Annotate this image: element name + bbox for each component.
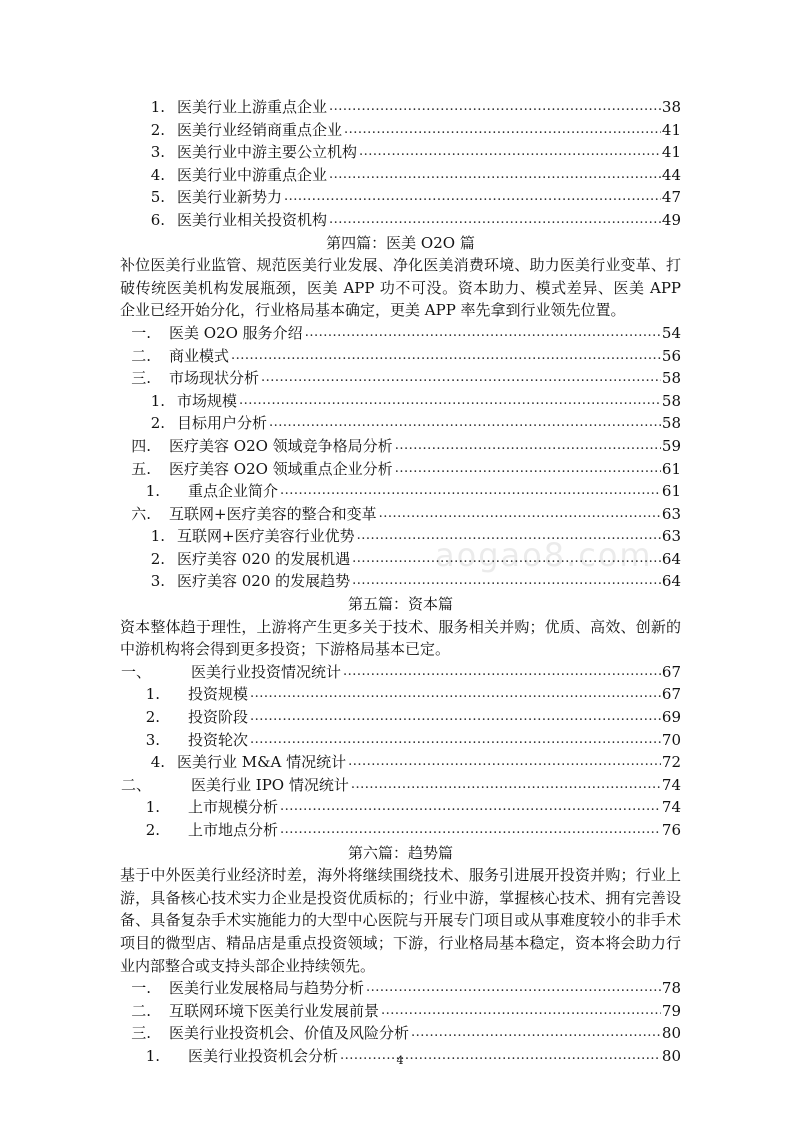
toc-entry-page: 80 [661,1024,681,1043]
toc-entry-page: 49 [661,210,681,229]
toc-entry[interactable] [120,503,681,526]
toc-entry-title: 市场现状分析 [169,369,260,388]
toc-entry-title: 医美行业投资机会分析 [188,1046,339,1065]
toc-entry-title: 医疗美容 020 的发展机遇 [177,549,351,568]
toc-entry-title: 市场规模 [177,391,238,410]
toc-leader-dots [343,661,661,684]
toc-entry[interactable] [120,683,681,706]
toc-entry[interactable] [120,977,681,1000]
toc-entry-number: 五. [131,459,151,478]
toc-leader-dots [269,412,661,435]
toc-entry[interactable] [120,96,681,119]
toc-entry-number: 二、 [120,775,151,794]
toc-entry-page: 78 [661,979,681,998]
toc-entry-page: 61 [661,482,681,501]
toc-entry-title: 医美行业投资机会、价值及风险分析 [169,1024,410,1043]
toc-leader-dots [351,774,661,797]
toc-leader-dots [329,164,661,187]
toc-entry-number: 1. [150,527,165,546]
toc-entry-number: 3. [145,730,160,749]
watermark: aogao8.com [435,536,653,574]
toc-entry-number: 4. [150,753,165,772]
toc-entry-number: 2. [145,708,160,727]
toc-entry[interactable] [120,661,681,684]
toc-leader-dots [280,480,661,503]
toc-entry-page: 56 [661,346,681,365]
toc-entry[interactable] [120,525,681,548]
toc-entry-page: 58 [661,369,681,388]
toc-entry-number: 六. [131,504,151,523]
toc-entry[interactable] [120,796,681,819]
toc-entry-page: 47 [661,188,681,207]
toc-entry-page: 64 [661,549,681,568]
toc-entry-number: 3. [150,572,165,591]
toc-entry[interactable] [120,322,681,345]
toc-leader-dots [239,390,661,413]
toc-entry-title: 医美行业新势力 [177,188,283,207]
toc-entry-number: 5. [150,188,165,207]
toc-entry-number: 二. [131,1001,151,1020]
toc-entry-title: 互联网+医疗美容行业优势 [177,527,355,546]
toc-leader-dots [411,1022,661,1045]
toc-entry[interactable] [120,706,681,729]
toc-entry-number: 3. [150,143,165,162]
toc-entry-number: 2. [150,549,165,568]
toc-entry-page: 63 [661,504,681,523]
toc-leader-dots [250,706,661,729]
toc-entry-title: 上市地点分析 [188,821,279,839]
toc-leader-dots [366,977,661,1000]
toc-entry-page: 41 [661,143,681,162]
toc-entry[interactable] [120,164,681,187]
section-heading: 第四篇：医美 O2O 篇 [326,233,475,252]
toc-entry-number: 2. [150,120,165,139]
toc-leader-dots [357,525,661,548]
toc-leader-dots [352,548,661,571]
toc-leader-dots [344,119,661,142]
toc-entry-title: 医美行业投资情况统计 [191,662,342,681]
toc-entry[interactable] [120,480,681,503]
toc-leader-dots [231,345,661,368]
toc-entry-page: 76 [661,821,681,839]
toc-leader-dots [395,458,661,481]
toc-entry-title: 医美行业 M&A 情况统计 [177,753,347,772]
toc-entry[interactable] [120,548,681,571]
toc-entry-title: 商业模式 [169,346,230,365]
toc-entry[interactable] [120,209,681,232]
toc-entry-page: 58 [661,414,681,433]
toc-entry-number: 一. [131,979,151,998]
toc-leader-dots [250,729,661,752]
toc-entry-page: 67 [661,685,681,704]
toc-entry-title: 医美行业 IPO 情况统计 [191,775,349,794]
toc-entry-number: 一. [131,323,151,342]
toc-entry-page: 64 [661,572,681,591]
toc-entry-number: 2. [145,821,160,839]
toc-entry-title: 医疗美容 O2O 领域重点企业分析 [169,459,393,478]
toc-entry-title: 医美 O2O 服务介绍 [169,323,303,342]
toc-entry[interactable] [120,435,681,458]
toc-entry-page: 54 [661,323,681,342]
toc-leader-dots [395,435,661,458]
toc-leader-dots [280,796,661,819]
toc-entry[interactable] [120,186,681,209]
toc-entry[interactable] [120,1022,681,1045]
section-heading: 第六篇：趋势篇 [347,843,453,862]
toc-leader-dots [329,209,661,232]
toc-entry-page: 61 [661,459,681,478]
toc-entry-page: 41 [661,120,681,139]
toc-entry-number: 1. [150,98,165,116]
toc-entry-page: 79 [661,1001,681,1020]
toc-entry-page: 70 [661,730,681,749]
toc-entry-page: 38 [661,98,681,116]
toc-entry[interactable] [120,729,681,752]
toc-entry[interactable] [120,141,681,164]
toc-entry-title: 投资阶段 [188,708,249,727]
toc-entry-title: 医美行业中游主要公立机构 [177,143,358,162]
toc-leader-dots [280,819,661,842]
toc-entry-page: 74 [661,775,681,794]
section-summary: 基于中外医美行业经济时差，海外将继续围绕技术、服务引进展开投资并购；行业上游，具备核心技术实力企业是投资优质标的；行业中游，掌握核心技术、拥有完善设备、具备复杂手术实施能力的大型中心医院与开展专门项目或从事难度较小的非手术项目的微型店、精品店是重点投资领域；下游，行业格局基本稳定，资本将会助力行业内部整合或支持头部企业持续领先。 [120,866,681,975]
toc-entry-title: 重点企业简介 [188,482,279,501]
toc-leader-dots [329,96,661,119]
toc-entry-number: 三. [131,369,151,388]
toc-entry-title: 互联网+医疗美容的整合和变革 [169,504,377,523]
toc-leader-dots [348,751,661,774]
toc-entry[interactable] [120,119,681,142]
toc-entry-number: 四. [131,436,151,455]
toc-entry-page: 58 [661,391,681,410]
toc-entry-title: 医疗美容 020 的发展趋势 [177,572,351,591]
page-number: 4 [396,1054,404,1067]
toc-entry-title: 投资规模 [188,685,249,704]
toc-entry[interactable] [120,412,681,435]
toc-entry-page: 74 [661,798,681,817]
toc-entry[interactable] [120,390,681,413]
toc-entry[interactable] [120,751,681,774]
toc-entry[interactable] [120,367,681,390]
toc-entry-number: 三. [131,1024,151,1043]
toc-entry-page: 80 [661,1046,681,1065]
toc-entry-title: 医美行业相关投资机构 [177,210,328,229]
toc-entry-title: 互联网环境下医美行业发展前景 [169,1001,380,1020]
toc-entry-number: 一、 [120,662,151,681]
toc-leader-dots [352,570,661,593]
toc-leader-dots [359,141,661,164]
toc-entry-number: 1. [145,1046,160,1065]
toc-entry[interactable] [120,1000,681,1023]
toc-entry-number: 二. [131,346,151,365]
toc-leader-dots [284,186,661,209]
toc-entry[interactable] [120,345,681,368]
table-of-contents [120,96,681,1068]
toc-entry-number: 6. [150,210,165,229]
toc-entry-title: 医疗美容 O2O 领域竞争格局分析 [169,436,393,455]
toc-entry[interactable] [120,570,681,593]
toc-entry-number: 1. [145,798,160,817]
toc-entry[interactable] [120,819,681,842]
toc-leader-dots [250,683,661,706]
toc-entry-number: 4. [150,165,165,184]
toc-entry-title: 医美行业经销商重点企业 [177,120,343,139]
toc-leader-dots [305,322,661,345]
toc-entry-page: 69 [661,708,681,727]
toc-group-s3 [120,96,681,232]
section-heading: 第五篇：资本篇 [347,595,453,614]
toc-leader-dots [381,1000,661,1023]
toc-entry-page: 44 [661,165,681,184]
toc-group-s5 [120,661,681,842]
toc-leader-dots [261,367,661,390]
toc-entry-number: 1. [145,685,160,704]
toc-group-s4 [120,322,681,593]
toc-entry-title: 医美行业发展格局与趋势分析 [169,979,365,998]
toc-entry-page: 67 [661,662,681,681]
toc-entry-title: 医美行业上游重点企业 [177,98,328,116]
toc-entry-title: 医美行业中游重点企业 [177,165,328,184]
toc-entry-title: 投资轮次 [188,730,249,749]
toc-entry-page: 72 [661,753,681,772]
toc-entry-title: 目标用户分析 [177,414,268,433]
section-summary: 资本整体趋于理性，上游将产生更多关于技术、服务相关并购；优质、高效、创新的中游机构将会得到更多投资；下游格局基本已定。 [120,617,681,659]
toc-entry-page: 63 [661,527,681,546]
toc-entry-number: 1. [145,482,160,501]
toc-entry[interactable] [120,774,681,797]
toc-entry-number: 2. [150,414,165,433]
toc-leader-dots [379,503,661,526]
toc-entry-title: 上市规模分析 [188,798,279,817]
toc-entry[interactable] [120,458,681,481]
section-summary: 补位医美行业监管、规范医美行业发展、净化医美消费环境、助力医美行业变革、打破传统医美机构发展瓶颈，医美 APP 功不可没。资本助力、模式差异、医美 APP 企业已经开始分化，行业格局基本确定，更美 APP 率先拿到行业领先位置。 [120,256,681,320]
toc-entry-number: 1. [150,391,165,410]
toc-entry-page: 59 [661,436,681,455]
